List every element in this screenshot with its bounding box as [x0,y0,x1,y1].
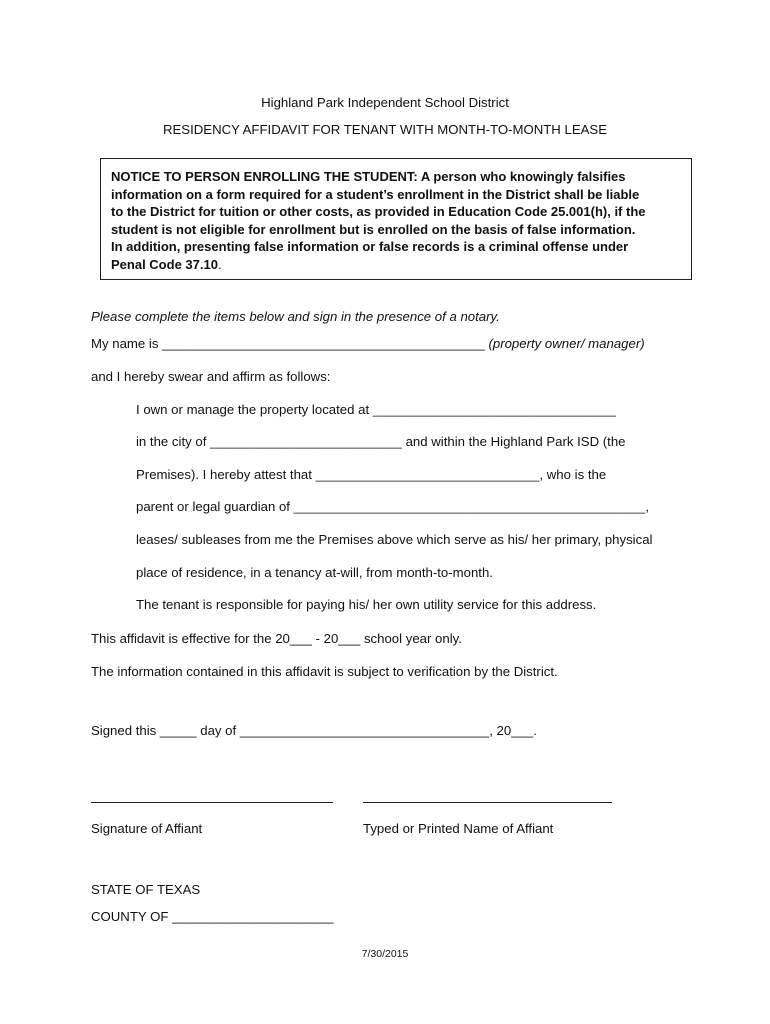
notice-line: student is not eligible for enrollment but is enrolled on the basis of false information. [111,221,636,237]
notice-line: In addition, presenting false information or false records is a criminal offense under [111,239,629,255]
property-prefix: I own or manage the property located at [136,402,370,417]
notice-line: Penal Code 37.10 [111,256,218,272]
printed-name-label: Typed or Printed Name of Affiant [363,821,554,836]
premises-line [136,467,606,482]
footer-date: 7/30/2015 [361,948,409,960]
city-prefix: in the city of [136,434,207,449]
swear-text: and I hereby swear and affirm as follows: [91,369,331,384]
city-field[interactable]: ______________________________ [210,437,402,449]
instruction-text: Please complete the items below and sign in the presence of a notary. [91,309,500,324]
notice-line: to the District for tuition or other costs, as provided in Education Code 25.001(h), if the [111,204,646,220]
name-field[interactable]: ____________________________________________ [162,336,485,351]
property-line [136,402,616,417]
effective-text: This affidavit is effective for the 20___ - 20___ school year only. [91,631,462,646]
notice-line: NOTICE TO PERSON ENROLLING THE STUDENT: A person who knowingly falsifies [111,169,626,184]
premises-suffix: , who is the [539,467,607,482]
signature-line[interactable] [91,802,333,803]
guardian-prefix: parent or legal guardian of [136,499,290,514]
notice-period: . [217,256,222,272]
city-suffix: and within the Highland Park ISD (the [405,434,626,449]
residence-text: place of residence, in a tenancy at-will, from month-to-month. [136,565,493,580]
leases-text: leases/ subleases from me the Premises above which serve as his/ her primary, physical [136,532,653,547]
printed-name-line[interactable] [363,802,612,803]
property-address-field[interactable]: ______________________________________ [372,405,616,417]
name-role: (property owner/ manager) [488,336,645,351]
state-label: STATE OF TEXAS [91,882,201,897]
name-prefix: My name is [91,336,159,351]
guardian-suffix: , [645,499,650,514]
student-name-field[interactable]: _______________________________________________________ [293,502,646,514]
signature-label: Signature of Affiant [91,821,203,836]
notice-line: information on a form required for a student’s enrollment in the District shall be liable [111,186,640,202]
utility-text: The tenant is responsible for paying his/ her own utility service for this address. [136,597,597,612]
signed-line[interactable]: Signed this _____ day of __________________________________, 20___. [91,723,537,738]
tenant-name-field[interactable]: ___________________________________ [315,470,540,482]
guardian-line [136,499,649,514]
form-title: RESIDENCY AFFIDAVIT FOR TENANT WITH MONTH-TO-MONTH LEASE [162,122,607,137]
name-line [91,336,645,351]
district-name: Highland Park Independent School District [261,95,509,110]
notice-box [100,158,692,280]
premises-prefix: Premises). I hereby attest that [136,467,312,482]
county-line[interactable]: COUNTY OF ______________________ [91,909,334,924]
notice-last-line [111,256,681,274]
city-line [136,434,626,449]
verification-text: The information contained in this affidavit is subject to verification by the District. [91,664,558,679]
